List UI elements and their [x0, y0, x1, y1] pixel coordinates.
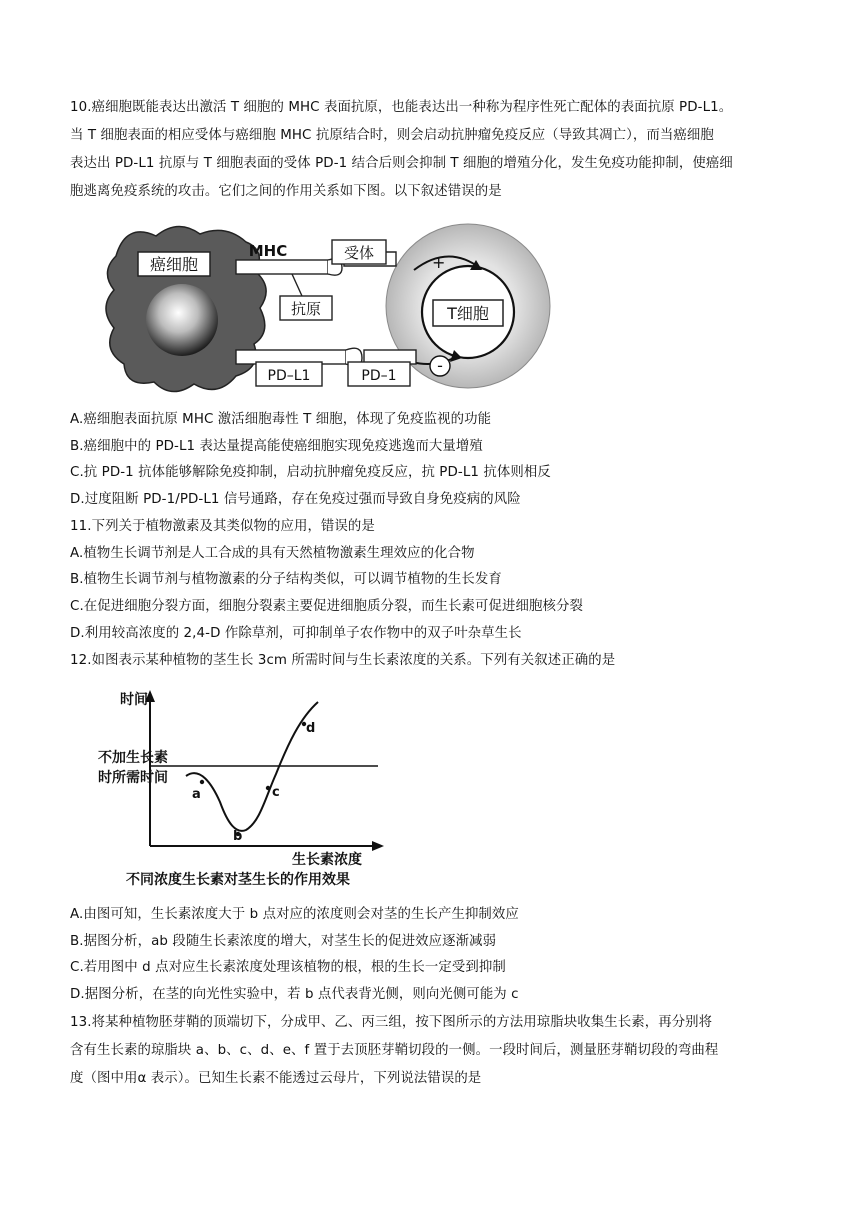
point-a-label: a [192, 787, 201, 802]
q10-option-d: D.过度阻断 PD-1/PD-L1 信号通路，存在免疫过强而导致自身免疫病的风险 [70, 492, 521, 507]
q10-option-b: B.癌细胞中的 PD-L1 表达量提高能使癌细胞实现免疫逃逸而大量增殖 [70, 439, 483, 454]
reference-label-2: 时所需时间 [98, 770, 168, 786]
minus-sign: - [437, 356, 443, 375]
point-b-label: b [233, 829, 243, 844]
q12-option-b: B.据图分析，ab 段随生长素浓度的增大，对茎生长的促进效应逐渐减弱 [70, 934, 497, 949]
q12-option-c: C.若用图中 d 点对应生长素浓度处理该植物的根，根的生长一定受到抑制 [70, 960, 506, 975]
q10-option-c: C.抗 PD-1 抗体能够解除免疫抑制，启动抗肿瘤免疫反应，抗 PD-L1 抗体则相反 [70, 465, 551, 480]
t-cell-label: T细胞 [447, 304, 489, 323]
pd-l1-label: PD–L1 [267, 368, 311, 384]
q11-option-d: D.利用较高浓度的 2,4-D 作除草剂，可抑制单子农作物中的双子叶杂草生长 [70, 626, 522, 641]
q10-stem-line-3: 表达出 PD-L1 抗原与 T 细胞表面的受体 PD-1 结合后则会抑制 T 细胞的增殖分化，发生免疫功能抑制，使癌细 [70, 156, 733, 171]
q10-stem-line-4: 胞逃离免疫系统的攻击。它们之间的作用关系如下图。以下叙述错误的是 [70, 184, 502, 199]
q11-stem: 11.下列关于植物激素及其类似物的应用，错误的是 [70, 519, 375, 534]
antigen-label: 抗原 [290, 300, 322, 318]
reference-label-1: 不加生长素 [98, 750, 168, 766]
q13-stem-line-2: 含有生长素的琼脂块 a、b、c、d、e、f 置于去顶胚芽鞘切段的一侧。一段时间后，测量胚芽鞘切段的弯曲程 [70, 1043, 719, 1058]
q10-stem-line-1: 10.癌细胞既能表达出激活 T 细胞的 MHC 表面抗原，也能表达出一种称为程序性死亡配体的表面抗原 PD-L1。 [70, 100, 733, 115]
q13-stem-line-1: 13.将某种植物胚芽鞘的顶端切下，分成甲、乙、丙三组，按下图所示的方法用琼脂块收集生长素，再分别将 [70, 1015, 713, 1030]
q12-option-a: A.由图可知，生长素浓度大于 b 点对应的浓度则会对茎的生长产生抑制效应 [70, 907, 519, 922]
x-axis-label: 生长素浓度 [292, 852, 362, 868]
cancer-nucleus [146, 284, 218, 356]
receptor-label: 受体 [343, 244, 375, 262]
cancer-cell-label: 癌细胞 [149, 255, 199, 274]
point-c [266, 786, 270, 790]
q13-stem-line-3: 度（图中用α 表示）。已知生长素不能透过云母片，下列说法错误的是 [70, 1071, 482, 1086]
plus-sign: + [432, 253, 446, 272]
point-a [200, 780, 204, 784]
point-d-label: d [306, 721, 316, 736]
q11-option-b: B.植物生长调节剂与植物激素的分子结构类似，可以调节植物的生长发育 [70, 572, 502, 587]
q12-option-d: D.据图分析，在茎的向光性实验中，若 b 点代表背光侧，则向光侧可能为 c [70, 987, 519, 1002]
q10-stem-line-2: 当 T 细胞表面的相应受体与癌细胞 MHC 抗原结合时，则会启动抗肿瘤免疫反应（导致其凋亡），而当癌细胞 [70, 128, 714, 143]
mhc-label: MHC [248, 242, 288, 260]
point-c-label: c [272, 785, 280, 800]
q10-immune-figure [96, 216, 552, 400]
y-axis-label: 时间 [120, 692, 148, 708]
q12-growth-chart [96, 684, 396, 894]
q11-option-a: A.植物生长调节剂是人工合成的具有天然植物激素生理效应的化合物 [70, 546, 475, 561]
mhc-bar [236, 260, 328, 274]
chart-caption: 不同浓度生长素对茎生长的作用效果 [126, 872, 350, 888]
pd-1-label: PD–1 [361, 368, 397, 384]
q10-option-a: A.癌细胞表面抗原 MHC 激活细胞毒性 T 细胞，体现了免疫监视的功能 [70, 412, 492, 427]
q11-option-c: C.在促进细胞分裂方面，细胞分裂素主要促进细胞质分裂，而生长素可促进细胞核分裂 [70, 599, 583, 614]
q12-stem: 12.如图表示某种植物的茎生长 3cm 所需时间与生长素浓度的关系。下列有关叙述正确的是 [70, 653, 616, 668]
